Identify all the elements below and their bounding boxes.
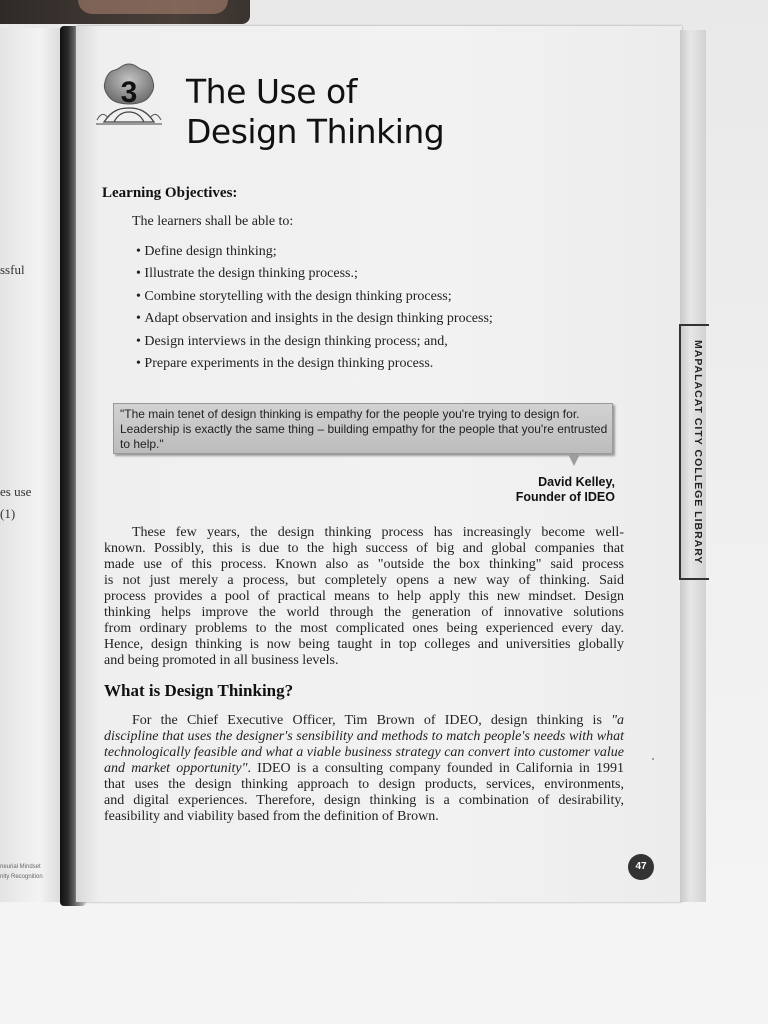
objective-item: • Define design thinking; — [136, 241, 493, 263]
body-paragraph — [104, 713, 624, 825]
learning-objectives-intro: The learners shall be able to: — [132, 214, 294, 229]
paragraph-line: known. Possibly, this is due to the high success of big and global companies that — [104, 541, 624, 556]
chapter-title — [186, 72, 444, 152]
paragraph-line: made use of this process. Known also as "outside the box thinking" said process — [104, 557, 624, 572]
page-number: 47 — [628, 854, 654, 880]
paragraph-line — [104, 761, 624, 777]
finger-shadow — [78, 0, 228, 14]
section-heading: What is Design Thinking? — [104, 681, 294, 700]
chapter-title-line: Design Thinking — [186, 112, 445, 151]
paragraph-italic-text: and market opportunity" — [104, 761, 248, 776]
left-page — [0, 28, 66, 902]
objective-item: • Design interviews in the design thinking process; and, — [136, 331, 493, 353]
objective-item: • Prepare experiments in the design thinking process. — [136, 353, 493, 375]
scan-speck — [652, 758, 654, 760]
left-page-fragment: (1) — [0, 506, 16, 521]
paragraph-line: that uses the design thinking approach to design products, services, environments, — [104, 777, 624, 792]
paragraph-line: and digital experiences. Therefore, design thinking is a combination of desirability, — [104, 793, 624, 808]
chapter-title-line: The Use of — [186, 72, 357, 111]
paragraph-line: from ordinary problems to the most complicated ones being experienced every day. — [104, 621, 624, 636]
quote-author: David Kelley, — [538, 475, 615, 489]
chapter-number: 3 — [120, 76, 138, 109]
paragraph-line: process provides a pool of practical means to help apply this new mindset. Design — [104, 589, 624, 604]
left-page-fragment: es use — [0, 484, 32, 499]
left-page-footer: nity Recognition — [0, 874, 43, 880]
learning-objectives-heading: Learning Objectives: — [102, 185, 238, 201]
paragraph-line: Hence, design thinking is now being taught in top colleges and universities globally — [104, 637, 624, 652]
paragraph-line: feasibility and viability based from the definition of Brown. — [104, 809, 439, 824]
quote-tail — [568, 454, 580, 466]
paragraph-line: discipline that uses the designer's sensibility and methods to match people's needs with what — [104, 729, 624, 744]
learning-objectives-list — [136, 241, 493, 375]
paragraph-line — [104, 713, 624, 729]
body-paragraph — [104, 525, 624, 669]
paragraph-line: These few years, the design thinking process has increasingly become well- — [132, 525, 624, 540]
objective-item: • Combine storytelling with the design thinking process; — [136, 286, 493, 308]
library-stamp: MAPALACAT CITY COLLEGE LIBRARY — [692, 339, 704, 565]
paragraph-text: For the Chief Executive Officer, Tim Brown of IDEO, design thinking is — [132, 713, 612, 728]
left-page-footer: neurial Mindset — [0, 864, 41, 870]
paragraph-line: is not just merely a process, but completely opens a new way of thinking. Said — [104, 573, 624, 588]
quote-author-role: Founder of IDEO — [515, 490, 615, 504]
left-page-fragment: ssful — [0, 262, 25, 277]
paragraph-italic-text: "a — [611, 713, 624, 728]
paragraph-text: . IDEO is a consulting company founded in California in 1991 — [247, 761, 624, 776]
chapter-badge — [94, 62, 164, 128]
quote-callout: "The main tenet of design thinking is empathy for the people you're trying to design for. Leadership is exactly the same thing – building empathy for the people that you're entrusted to help." — [113, 403, 613, 454]
paragraph-line: technologically feasible and what a viable business strategy can convert into customer value — [104, 745, 624, 760]
objective-item: • Illustrate the design thinking process.; — [136, 263, 493, 285]
paragraph-line: thinking helps improve the world through the generation of innovative solutions — [104, 605, 624, 620]
objective-item: • Adapt observation and insights in the design thinking process; — [136, 308, 493, 330]
paragraph-line: and being promoted in all business levels. — [104, 653, 339, 668]
